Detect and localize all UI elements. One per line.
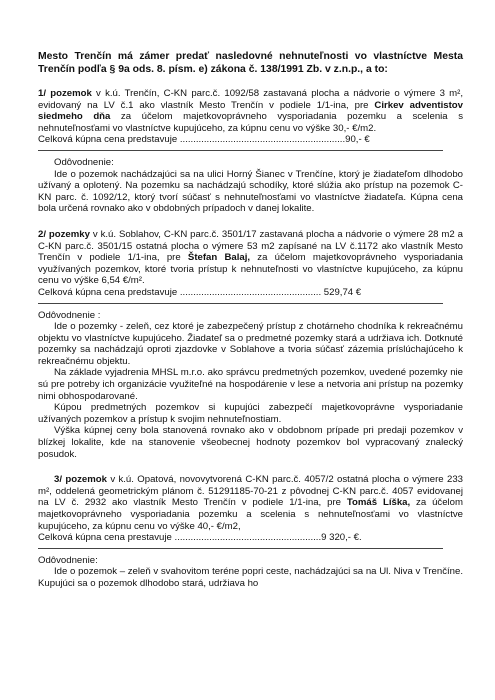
item-2-reason-2: Na základe vyjadrenia MHSL m.r.o. ako správcu predmetných pozemkov, uvedené pozemky nie sú pre potreby ich organizácie využiteľné na hospodárenie v lese a netvoria ani prístup na pozemky nimi obhospodarované. — [38, 367, 463, 402]
item-2-text-a: v k.ú. Soblahov, C-KN parc.č. 3501/17 zastavaná plocha a nádvorie o výmere 28 m2 a C-KN parc.č. 3501/15 ostatná plocha o výmere 53 m2 zapísané na LV č.1172 ako vlastník Mesto Trenčín v podiele 1/1-ina, pre — [38, 228, 463, 264]
document-page — [38, 50, 463, 590]
item-3-text-b: za účelom majetkovoprávneho vysporiadania pozemku a scelenia s nehnuteľnosťami vo vlastníctve kupujúceho, za kúpnu cenu vo výške 40,- €/m2, — [38, 497, 464, 532]
item-3-number: 3/ pozemok — [54, 474, 107, 486]
item-2-reason-3: Kúpou predmetných pozemkov si kupujúci zabezpečí majetkovoprávne vysporiadanie užívaných pozemkov a prístup k svojim nehnuteľnostiam. — [38, 402, 463, 425]
item-2-number: 2/ pozemky — [38, 228, 90, 240]
item-3-text-a: v k.ú. Opatová, novovytvorená C-KN parc.č. 4057/2 ostatná plocha o výmere 233 m², oddelená geometrickým plánom č. 51291185-70-21 z pôvodnej C-KN parc.č. 4057 evidovanej na LV č. 2932 ako vlastník Mesto Trenčín v podiele 1/1-ina, pre — [38, 474, 463, 509]
item-3-divider — [38, 548, 443, 549]
item-3-reason: Ide o pozemok – zeleň v svahovitom teréne popri ceste, nachádzajúci sa na Ul. Niva v Trenčíne. Kupujúci sa o pozemok dlhodobo stará, udržiava ho — [38, 566, 463, 589]
item-1-number: 1/ pozemok — [38, 88, 92, 99]
item-1-paragraph — [38, 88, 463, 134]
item-1-text-a: v k.ú. Trenčín, C-KN parc.č. 1092/58 zastavaná plocha a nádvorie o výmere 3 m², evidovaný na LV č.1 ako vlastník Mesto Trenčín v podiele 1/1-ina, pre — [38, 88, 463, 111]
item-2-paragraph — [38, 229, 463, 287]
item-2-divider — [38, 303, 443, 304]
item-2-text-b: za účelom majetkovoprávneho vysporiadania využívaných pozemkov, ktoré tvoria prístup k nehnuteľnosti vo vlastníctve kupujúceho, za kúpnu cenu vo výške 6,54 €/m². — [38, 252, 463, 287]
item-2-buyer: Štefan Balaj, — [187, 252, 251, 264]
item-1-reason-label: Odôvodnenie: — [54, 156, 114, 168]
item-2-reason-1: Ide o pozemky - zeleň, cez ktoré je zabezpečený prístup z chotárneho chodníka k rekreačnému objektu vo vlastníctve kupujúceho. Žiadateľ sa o predmetné pozemky stará a udržiava ich. Dotknuté pozemky sa nachádzajú oproti zjazdovke v Soblahove a tvoria súčasť zázemia príslúchajúceho k rekreačnému objektu. — [38, 321, 463, 367]
item-3-reason-label: Odôvodnenie: — [38, 554, 98, 566]
item-3-paragraph — [38, 474, 463, 532]
item-1-reason: Ide o pozemok nachádzajúci sa na ulici Horný Šianec v Trenčíne, ktorý je žiadateľom dlhodobo užívaný a oplotený. Na pozemku sa nachádzajú schodíky, ktoré slúžia ako prístup na pozemok C-KN parc. č. 1092/12, ktorý tvorí súčasť s nehnuteľnosťami vo vlastníctve žiadateľa. Kúpna cena bola určená rovnako ako v obdobných prípadoch v danej lokalite. — [38, 168, 463, 215]
item-2-reason-label: Odôvodnenie : — [38, 309, 101, 321]
item-2-reason-4: Výška kúpnej ceny bola stanovená rovnako ako v obdobnom prípade pri predaji pozemkov v blízkej lokalite, kde na stanovenie všeobecnej hodnoty pozemkov bol vypracovaný znalecký posudok. — [38, 425, 463, 460]
item-2-total: Celková kúpna cena predstavuje ..................................................... 529,74 € — [38, 286, 362, 298]
item-1-total: Celková kúpna cena predstavuje ..............................................................90,- € — [38, 134, 370, 146]
item-1-divider — [38, 150, 443, 151]
item-1-text-b: za účelom majetkovoprávneho vysporiadania pozemku a scelenia s nehnuteľnosťami vo vlastníctve kupujúceho, za kúpnu cenu vo výške 30,- €/m2. — [38, 111, 463, 134]
item-3-buyer: Tomáš Líška, — [346, 497, 411, 509]
item-3-total: Celková kúpna cena prestavuje .......................................................9 320,- €. — [38, 532, 362, 544]
document-title: Mesto Trenčín má zámer predať nasledovné nehnuteľnosti vo vlastníctve Mesta Trenčín podľa § 9a ods. 8. písm. e) zákona č. 138/1991 Zb. v z.n.p., a to: — [38, 51, 463, 75]
item-1-buyer: Cirkev adventistov siedmeho dňa — [38, 99, 463, 123]
